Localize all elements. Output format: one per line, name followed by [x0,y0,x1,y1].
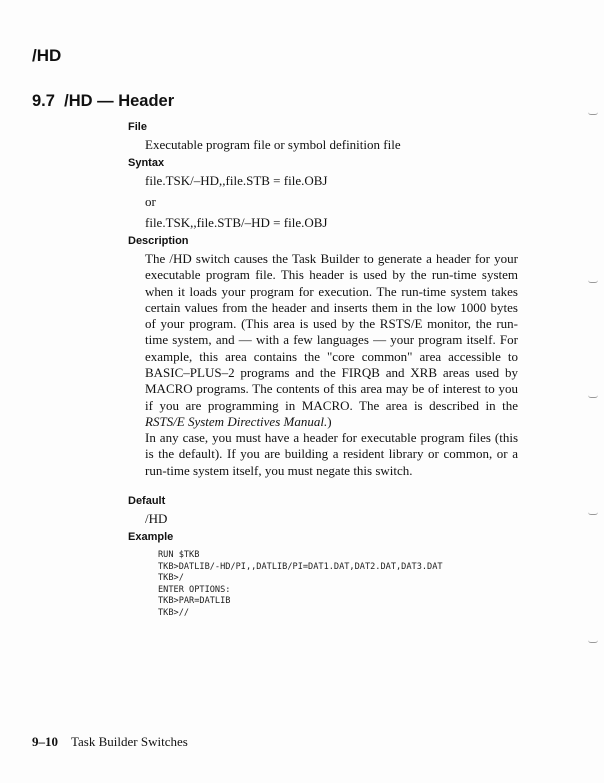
example-label: Example [128,531,174,543]
code-line: TKB>// [158,607,190,618]
example-code [158,550,443,620]
description-paragraph-1 [145,251,518,430]
code-line: RUN $TKB [158,550,200,560]
section-title: /HD — Header [64,92,175,110]
syntax-line-1: file.TSK/–HD,,file.STB = file.OBJ [145,173,328,188]
code-line: ENTER OPTIONS: [158,584,231,595]
syntax-or: or [145,194,156,209]
code-line: TKB>DATLIB/-HD/PI,,DATLIB/PI=DAT1.DAT,DAT2.DAT,DAT3.DAT [158,561,443,572]
default-value: /HD [145,511,168,526]
section-number: 9.7 [32,92,55,110]
scan-mark [588,280,598,283]
syntax-label: Syntax [128,157,165,169]
description-label: Description [128,235,189,247]
scan-mark [588,112,598,115]
footer-page-number: 9–10 [32,734,58,749]
footer-title: Task Builder Switches [71,734,188,749]
file-text: Executable program file or symbol definition file [145,137,401,152]
file-label: File [128,121,147,133]
default-label: Default [128,495,166,507]
running-head: /HD [32,46,62,65]
scan-mark [588,512,598,515]
p1-text: The /HD switch causes the Task Builder to generate a header for your executable program file. This header is used by the run-time system when it loads your program for execution. The run-time system takes certain values from the header and inserts them in the low 1000 bytes of your program. (This area is used by the RSTS/E monitor, the run-time system, and — with a few languages — your program itself. For example, this area contains the "core common" area accessible to BASIC–PLUS–2 programs and the FIRQB and XRB areas used by MACRO programs. The contents of this area may be of interest to you if you are programming in MACRO. The area is described in the [145,251,518,413]
section-heading [32,92,174,111]
code-line: TKB>/ [158,573,184,584]
p1-close: ) [327,413,332,429]
scan-mark [588,395,598,398]
syntax-line-2: file.TSK,,file.STB/–HD = file.OBJ [145,215,328,230]
code-line: TKB>PAR=DATLIB [158,596,231,607]
description-paragraph-2: In any case, you must have a header for executable program files (this is the default). If you are building a resident library or common, or a run-time system itself, you must negate this switch. [145,430,518,478]
footer [32,734,188,750]
manual-title: RSTS/E System Directives Manual. [145,413,328,429]
scan-mark [588,640,598,643]
